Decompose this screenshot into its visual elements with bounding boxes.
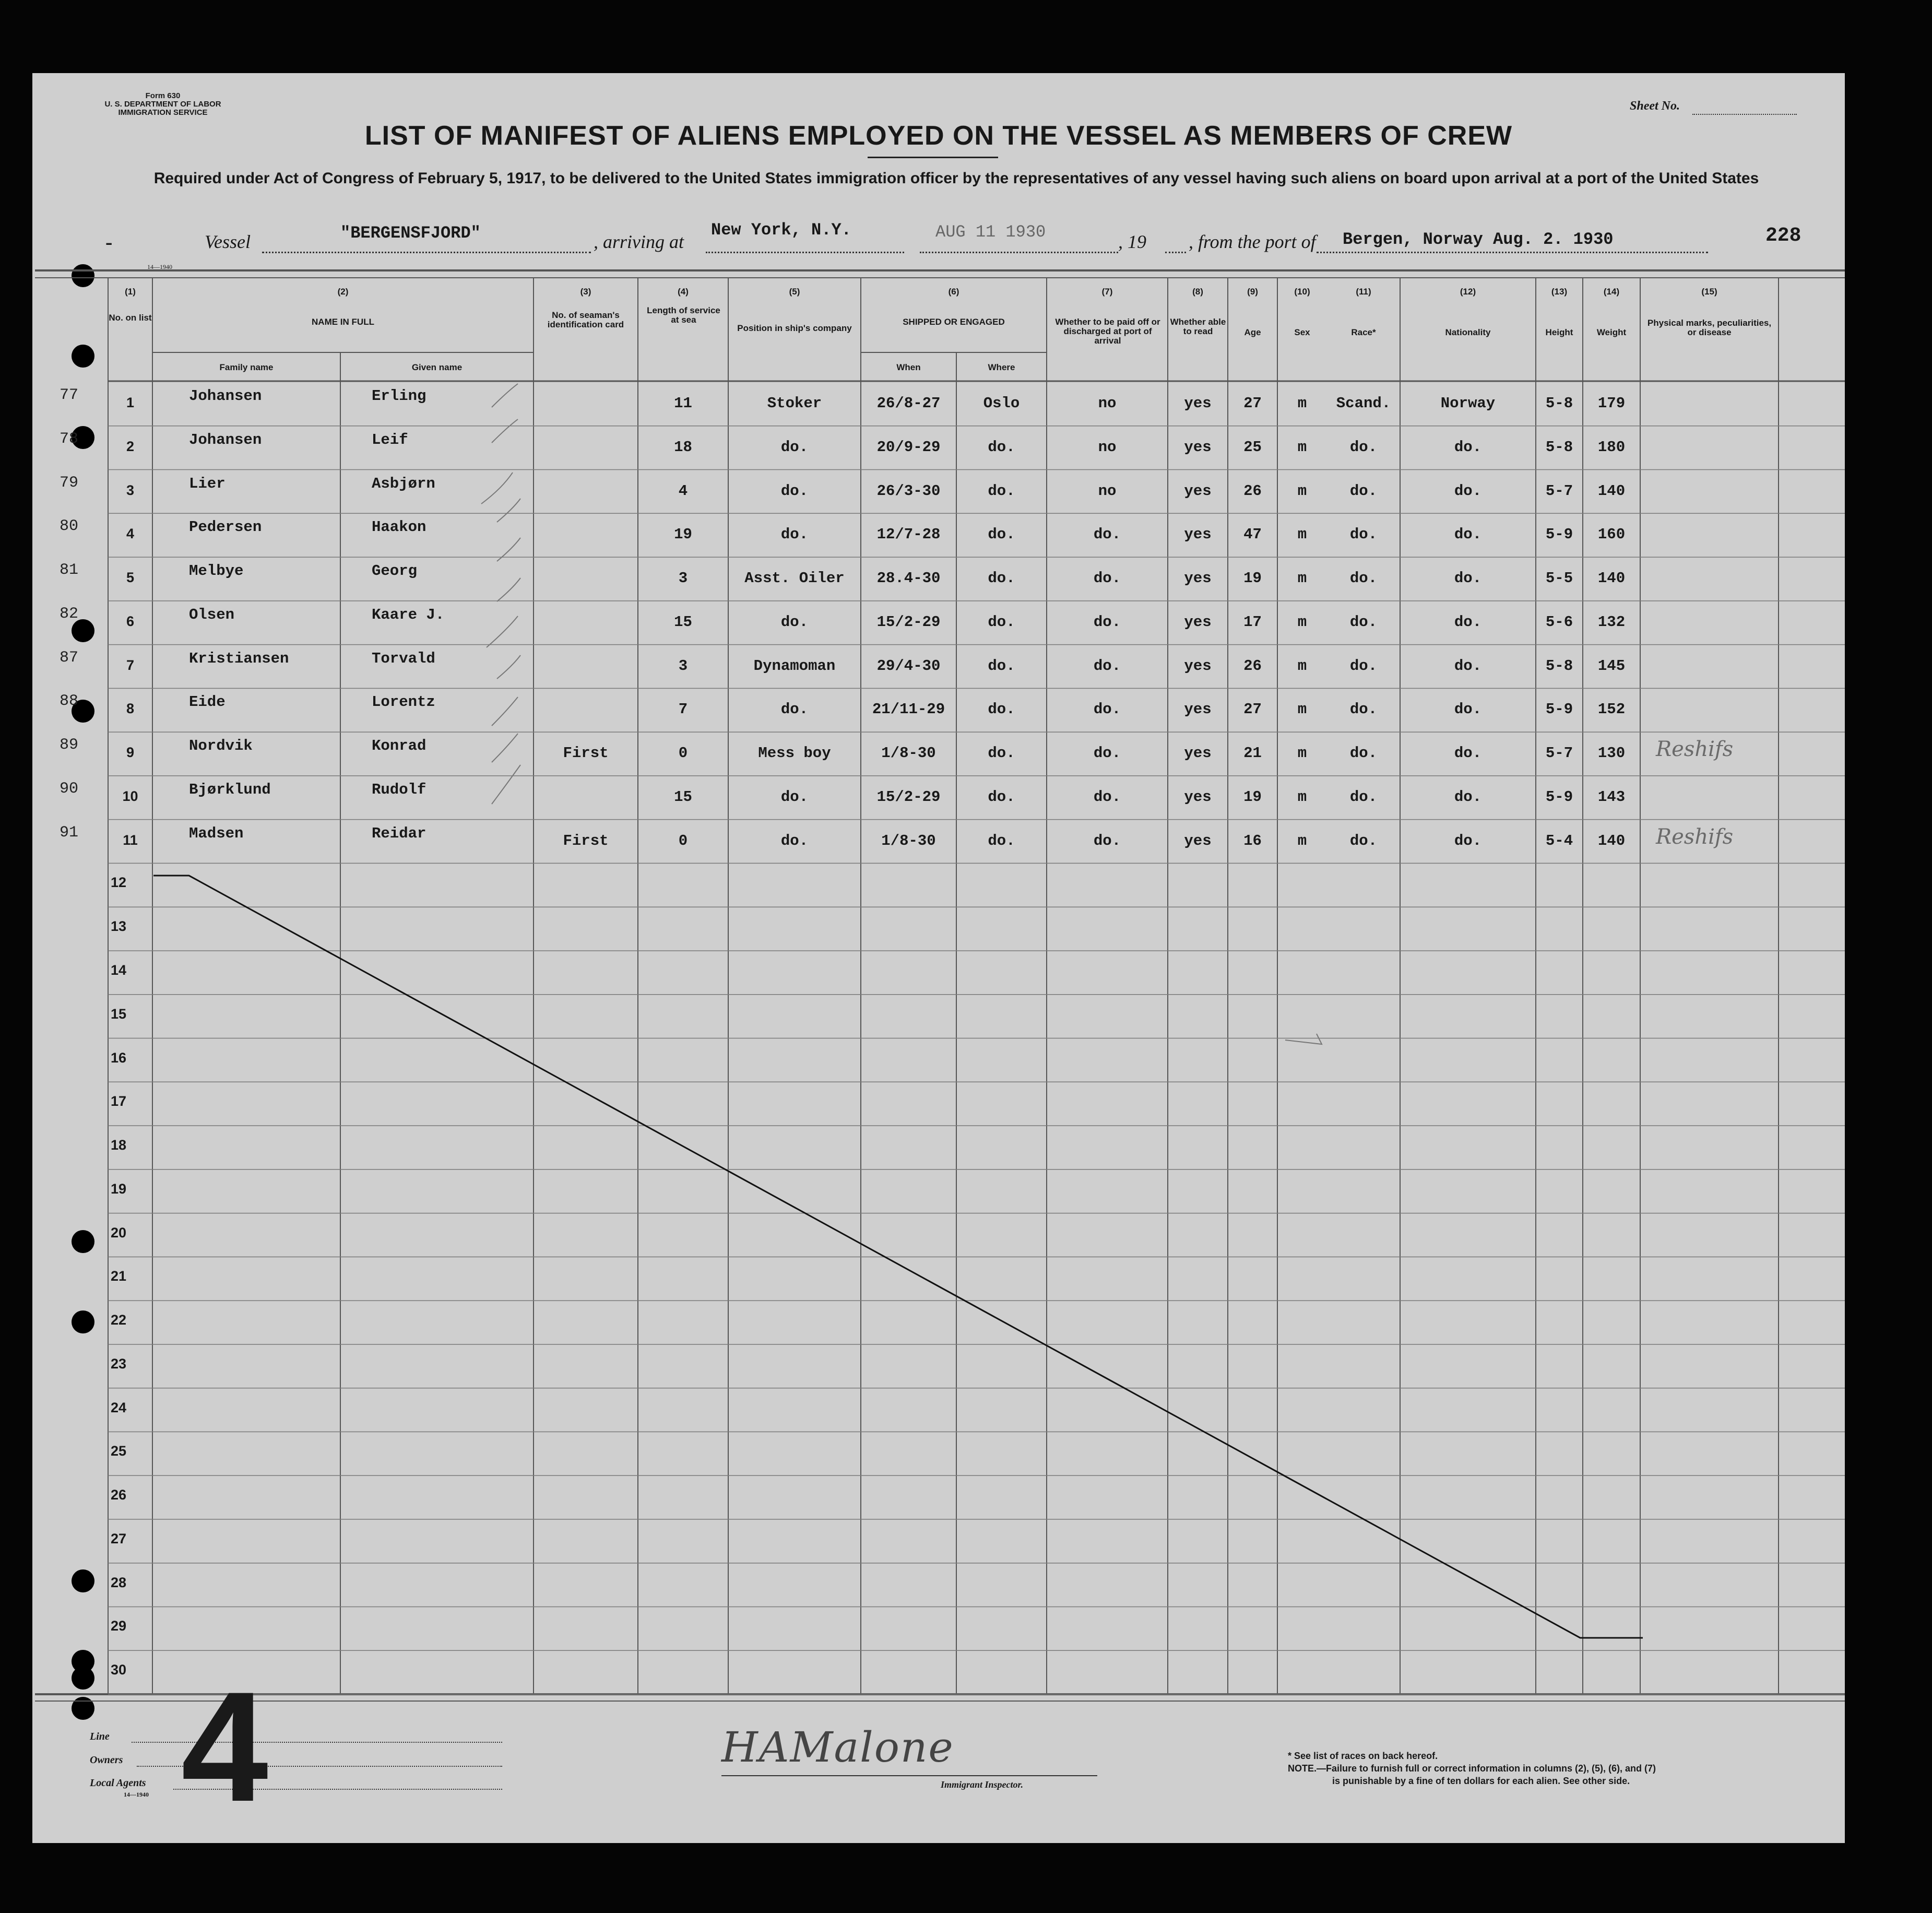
vessel-name: "BERGENSFJORD" xyxy=(340,223,481,243)
table-grid xyxy=(32,73,1845,1843)
cell-family: Johansen xyxy=(189,431,262,448)
margin-number: 80 xyxy=(60,517,79,536)
header-nationality: Nationality xyxy=(1445,327,1491,337)
cell-family: Melbye xyxy=(189,562,244,580)
empty-row-number: 15 xyxy=(111,1006,127,1022)
cell-service: 3 xyxy=(678,570,688,587)
cell-age: 16 xyxy=(1243,832,1262,849)
cell-paid: do. xyxy=(1093,570,1121,587)
empty-row-number: 17 xyxy=(111,1093,127,1109)
cell-read: yes xyxy=(1184,526,1212,544)
margin-number: 88 xyxy=(60,692,79,711)
cell-family: Kristiansen xyxy=(189,650,289,667)
cell-age: 27 xyxy=(1243,395,1262,412)
cell-given: Reidar xyxy=(372,824,426,842)
column-number: (3) xyxy=(580,287,591,297)
header-no-on-list: No. on list xyxy=(109,313,152,323)
cell-race: do. xyxy=(1349,657,1378,675)
cell-weight: 160 xyxy=(1597,526,1626,544)
cell-service: 7 xyxy=(678,701,688,718)
empty-row-number: 21 xyxy=(111,1268,127,1284)
margin-number: 77 xyxy=(60,386,79,404)
cell-position: do. xyxy=(780,482,809,500)
column-number: (4) xyxy=(678,287,689,297)
arriving-at: New York, N.Y. xyxy=(711,220,851,240)
cell-when: 20/9-29 xyxy=(876,438,941,456)
cell-nationality: do. xyxy=(1454,613,1482,631)
cell-read: yes xyxy=(1184,570,1212,587)
empty-row-number: 18 xyxy=(111,1137,127,1153)
manifest-sheet xyxy=(32,73,1845,1843)
cell-height: 5-7 xyxy=(1545,482,1573,500)
cell-sex: m xyxy=(1297,788,1307,806)
sheet-no-label: Sheet No. xyxy=(1630,99,1680,113)
cell-nationality: do. xyxy=(1454,526,1482,544)
empty-row-number: 27 xyxy=(111,1530,127,1546)
cell-when: 1/8-30 xyxy=(881,832,936,849)
cell-race: do. xyxy=(1349,613,1378,631)
column-number: (15) xyxy=(1701,287,1717,297)
empty-row-number: 24 xyxy=(111,1399,127,1415)
empty-row-number: 12 xyxy=(111,875,127,891)
cell-read: yes xyxy=(1184,745,1212,762)
header-sex: Sex xyxy=(1294,327,1310,337)
cell-no: 9 xyxy=(126,745,135,761)
cell-height: 5-8 xyxy=(1545,657,1573,675)
cell-given: Torvald xyxy=(372,650,435,667)
cell-nationality: Norway xyxy=(1440,395,1496,412)
column-number: (9) xyxy=(1247,287,1258,297)
header-age: Age xyxy=(1244,327,1261,337)
inspector-signature: HAMalone xyxy=(721,1723,954,1772)
column-number: (2) xyxy=(337,287,349,297)
cell-where: do. xyxy=(988,482,1015,500)
cell-when: 28.4-30 xyxy=(876,570,941,587)
cell-sex: m xyxy=(1297,832,1307,849)
cell-family: Pedersen xyxy=(189,518,262,536)
race-note: * See list of races on back hereof. xyxy=(1288,1751,1438,1761)
cell-nationality: do. xyxy=(1454,745,1482,762)
cell-when: 29/4-30 xyxy=(876,657,941,675)
cell-no: 5 xyxy=(126,570,135,586)
cell-paid: do. xyxy=(1093,701,1121,718)
cell-sex: m xyxy=(1297,526,1307,544)
cell-height: 5-7 xyxy=(1545,745,1573,762)
cell-sex: m xyxy=(1297,657,1307,675)
cell-race: do. xyxy=(1349,788,1378,806)
empty-row-number: 13 xyxy=(111,918,127,935)
cell-family: Nordvik xyxy=(189,737,253,755)
cell-sex: m xyxy=(1297,570,1307,587)
cell-paid: do. xyxy=(1093,745,1121,762)
cell-position: Asst. Oiler xyxy=(744,570,845,587)
cell-age: 26 xyxy=(1243,657,1262,675)
header-physical: Physical marks, peculiarities, or disease xyxy=(1647,318,1772,337)
column-number: (14) xyxy=(1603,287,1620,297)
cell-card: First xyxy=(563,832,609,849)
cell-race: do. xyxy=(1349,701,1378,718)
cell-nationality: do. xyxy=(1454,701,1482,718)
cell-height: 5-9 xyxy=(1545,788,1573,806)
cell-weight: 179 xyxy=(1597,395,1626,412)
cell-family: Bjørklund xyxy=(189,781,271,798)
margin-number: 81 xyxy=(60,561,79,580)
cell-no: 2 xyxy=(126,438,135,454)
cell-age: 17 xyxy=(1243,613,1262,631)
cell-nationality: do. xyxy=(1454,482,1482,500)
cell-height: 5-4 xyxy=(1545,832,1573,849)
cell-sex: m xyxy=(1297,482,1307,500)
column-number: (8) xyxy=(1192,287,1203,297)
cell-when: 26/3-30 xyxy=(876,482,941,500)
cell-race: do. xyxy=(1349,438,1378,456)
header-position: Position in ship's company xyxy=(737,323,852,333)
cell-height: 5-8 xyxy=(1545,395,1573,412)
cell-no: 1 xyxy=(126,395,135,410)
cell-service: 15 xyxy=(674,788,692,806)
cell-sex: m xyxy=(1297,438,1307,456)
cell-given: Konrad xyxy=(372,737,426,755)
header-shipped: SHIPPED OR ENGAGED xyxy=(903,317,1005,327)
owners-label: Owners xyxy=(90,1754,123,1766)
cell-where: do. xyxy=(988,438,1015,456)
cell-nationality: do. xyxy=(1454,438,1482,456)
cell-paid: no xyxy=(1098,438,1117,456)
cell-paid: do. xyxy=(1093,788,1121,806)
form-number: Form 630 xyxy=(145,91,181,100)
header-where: Where xyxy=(988,362,1015,372)
cell-no: 11 xyxy=(123,832,138,848)
cell-when: 21/11-29 xyxy=(872,701,945,718)
cell-age: 19 xyxy=(1243,570,1262,587)
cell-given: Georg xyxy=(372,562,418,580)
cell-age: 21 xyxy=(1243,745,1262,762)
header-id-card: No. of seaman's identification card xyxy=(547,310,624,329)
header-paid-off: Whether to be paid off or discharged at port of arrival xyxy=(1055,317,1160,346)
empty-row-number: 29 xyxy=(111,1618,127,1634)
header-able-read: Whether able to read xyxy=(1170,317,1226,336)
agents-code: 14—1940 xyxy=(124,1791,149,1798)
margin-number: 78 xyxy=(60,430,79,448)
cell-given: Erling xyxy=(372,387,426,405)
margin-number: 90 xyxy=(60,780,79,798)
cell-where: Oslo xyxy=(983,395,1020,412)
cell-read: yes xyxy=(1184,613,1212,631)
cell-when: 1/8-30 xyxy=(881,745,936,762)
inspector-label: Immigrant Inspector. xyxy=(941,1779,1024,1790)
empty-row-number: 23 xyxy=(111,1355,127,1372)
cell-weight: 152 xyxy=(1597,701,1626,718)
header-when: When xyxy=(896,362,921,372)
cell-height: 5-6 xyxy=(1545,613,1573,631)
cell-no: 6 xyxy=(126,613,135,629)
cell-paid: do. xyxy=(1093,657,1121,675)
cell-no: 10 xyxy=(122,788,138,804)
cell-when: 15/2-29 xyxy=(876,613,941,631)
cell-height: 5-9 xyxy=(1545,701,1573,718)
cell-weight: 140 xyxy=(1597,832,1626,849)
margin-number: 87 xyxy=(60,648,79,667)
service: IMMIGRATION SERVICE xyxy=(118,108,208,117)
cell-family: Johansen xyxy=(189,387,262,405)
line-label: Line xyxy=(90,1731,110,1742)
empty-row-number: 30 xyxy=(111,1662,127,1678)
cell-where: do. xyxy=(988,526,1015,544)
column-number: (6) xyxy=(948,287,959,297)
from-port-label: , from the port of xyxy=(1189,231,1316,252)
header-length-service: Length of service at sea xyxy=(647,305,720,325)
cell-age: 27 xyxy=(1243,701,1262,718)
cell-service: 4 xyxy=(678,482,688,500)
cell-given: Asbjørn xyxy=(372,475,435,492)
cell-age: 19 xyxy=(1243,788,1262,806)
empty-row-number: 14 xyxy=(111,962,127,978)
cell-where: do. xyxy=(988,745,1015,762)
header-height: Height xyxy=(1545,327,1573,337)
from-port: Bergen, Norway Aug. 2. 1930 xyxy=(1343,230,1614,249)
page-number: 228 xyxy=(1765,225,1801,247)
cell-read: yes xyxy=(1184,701,1212,718)
cell-position: do. xyxy=(780,701,809,718)
header-race: Race* xyxy=(1351,327,1376,337)
empty-row-number: 22 xyxy=(111,1312,127,1328)
vessel-label: Vessel xyxy=(205,231,251,252)
cell-position: do. xyxy=(780,788,809,806)
empty-row-number: 16 xyxy=(111,1049,127,1066)
empty-row-number: 26 xyxy=(111,1487,127,1503)
cell-marks: Reshifs xyxy=(1656,737,1734,762)
cell-position: do. xyxy=(780,832,809,849)
cell-given: Haakon xyxy=(372,518,426,536)
cell-race: do. xyxy=(1349,526,1378,544)
margin-number: 82 xyxy=(60,605,79,623)
header-given-name: Given name xyxy=(411,362,463,372)
cell-paid: do. xyxy=(1093,526,1121,544)
cell-height: 5-5 xyxy=(1545,570,1573,587)
empty-row-number: 20 xyxy=(111,1224,127,1241)
cell-race: do. xyxy=(1349,745,1378,762)
cell-race: do. xyxy=(1349,570,1378,587)
column-number: (7) xyxy=(1101,287,1113,297)
cell-no: 8 xyxy=(126,701,135,717)
cell-given: Leif xyxy=(372,431,408,448)
column-number: (10) xyxy=(1294,287,1310,297)
margin-number: 89 xyxy=(60,736,79,754)
cell-race: do. xyxy=(1349,832,1378,849)
cell-where: do. xyxy=(988,832,1015,849)
margin-number: 91 xyxy=(60,823,79,842)
cell-position: do. xyxy=(780,438,809,456)
cell-weight: 140 xyxy=(1597,570,1626,587)
cell-height: 5-9 xyxy=(1545,526,1573,544)
cell-no: 4 xyxy=(126,526,135,542)
penalty-note-2: is punishable by a fine of ten dollars for each alien. See other side. xyxy=(1332,1776,1630,1786)
cell-race: do. xyxy=(1349,482,1378,500)
cell-service: 0 xyxy=(678,832,688,849)
cell-position: do. xyxy=(780,613,809,631)
cell-height: 5-8 xyxy=(1545,438,1573,456)
year-label: , 19 xyxy=(1118,231,1146,252)
cell-read: yes xyxy=(1184,657,1212,675)
cell-weight: 140 xyxy=(1597,482,1626,500)
cell-weight: 145 xyxy=(1597,657,1626,675)
page-title: LIST OF MANIFEST OF ALIENS EMPLOYED ON THE VESSEL AS MEMBERS OF CREW xyxy=(364,121,1513,151)
stamp-date: AUG 11 1930 xyxy=(935,222,1046,242)
penalty-note: NOTE.—Failure to furnish full or correct information in columns (2), (5), (6), and (7) xyxy=(1288,1763,1656,1774)
cell-family: Eide xyxy=(189,693,226,711)
cell-paid: do. xyxy=(1093,613,1121,631)
arriving-label: , arriving at xyxy=(594,231,684,252)
header-family-name: Family name xyxy=(219,362,274,372)
cell-position: Stoker xyxy=(767,395,822,412)
cell-when: 15/2-29 xyxy=(876,788,941,806)
agents-label: Local Agents xyxy=(90,1777,146,1789)
cell-when: 12/7-28 xyxy=(876,526,941,544)
page-subtitle: Required under Act of Congress of February 5, 1917, to be delivered to the United States immigration officer by the representatives of any vessel having such aliens on board upon arrival at a port of the United States xyxy=(153,170,1759,187)
cell-sex: m xyxy=(1297,395,1307,412)
cell-service: 15 xyxy=(674,613,692,631)
cell-when: 26/8-27 xyxy=(876,395,941,412)
cell-age: 26 xyxy=(1243,482,1262,500)
dash-mark: - xyxy=(105,230,113,254)
empty-row-number: 25 xyxy=(111,1443,127,1459)
cell-family: Madsen xyxy=(189,824,244,842)
signature-line xyxy=(721,1775,1097,1776)
margin-number: 79 xyxy=(60,474,79,492)
cell-service: 19 xyxy=(674,526,692,544)
cell-weight: 143 xyxy=(1597,788,1626,806)
cell-no: 3 xyxy=(126,482,135,498)
cell-no: 7 xyxy=(126,657,135,673)
cell-paid: no xyxy=(1098,482,1117,500)
column-number: (11) xyxy=(1356,287,1371,297)
empty-row-number: 19 xyxy=(111,1180,127,1197)
cell-paid: do. xyxy=(1093,832,1121,849)
cell-given: Lorentz xyxy=(372,693,435,711)
column-number: (12) xyxy=(1460,287,1476,297)
cell-weight: 180 xyxy=(1597,438,1626,456)
cell-position: do. xyxy=(780,526,809,544)
cell-marks: Reshifs xyxy=(1656,824,1734,849)
cell-weight: 130 xyxy=(1597,745,1626,762)
header-name-in-full: NAME IN FULL xyxy=(312,317,374,327)
cell-nationality: do. xyxy=(1454,832,1482,849)
cell-read: yes xyxy=(1184,832,1212,849)
cell-weight: 132 xyxy=(1597,613,1626,631)
cell-sex: m xyxy=(1297,745,1307,762)
cell-given: Rudolf xyxy=(372,781,426,798)
cell-where: do. xyxy=(988,570,1015,587)
cell-sex: m xyxy=(1297,701,1307,718)
cell-nationality: do. xyxy=(1454,657,1482,675)
cell-where: do. xyxy=(988,613,1015,631)
cell-service: 18 xyxy=(674,438,692,456)
cell-position: Mess boy xyxy=(758,745,831,762)
cell-where: do. xyxy=(988,657,1015,675)
cell-paid: no xyxy=(1098,395,1117,412)
small-code: 14—1940 xyxy=(147,263,172,270)
big-number: 4 xyxy=(181,1659,268,1834)
column-number: (1) xyxy=(125,287,136,297)
cell-race: Scand. xyxy=(1336,395,1391,412)
cell-position: Dynamoman xyxy=(753,657,836,675)
cell-read: yes xyxy=(1184,788,1212,806)
cell-where: do. xyxy=(988,701,1015,718)
cell-read: yes xyxy=(1184,482,1212,500)
cell-age: 47 xyxy=(1243,526,1262,544)
cell-read: yes xyxy=(1184,438,1212,456)
department: U. S. DEPARTMENT OF LABOR xyxy=(104,100,221,109)
cell-family: Lier xyxy=(189,475,226,492)
cell-sex: m xyxy=(1297,613,1307,631)
cell-service: 0 xyxy=(678,745,688,762)
cell-service: 3 xyxy=(678,657,688,675)
cell-where: do. xyxy=(988,788,1015,806)
column-number: (13) xyxy=(1551,287,1568,297)
cell-service: 11 xyxy=(674,395,692,412)
header-weight: Weight xyxy=(1596,327,1627,337)
cell-nationality: do. xyxy=(1454,788,1482,806)
cell-given: Kaare J. xyxy=(372,606,445,623)
cell-read: yes xyxy=(1184,395,1212,412)
column-number: (5) xyxy=(789,287,800,297)
cell-card: First xyxy=(563,745,609,762)
empty-row-number: 28 xyxy=(111,1574,127,1590)
cell-family: Olsen xyxy=(189,606,235,623)
cell-nationality: do. xyxy=(1454,570,1482,587)
cell-age: 25 xyxy=(1243,438,1262,456)
